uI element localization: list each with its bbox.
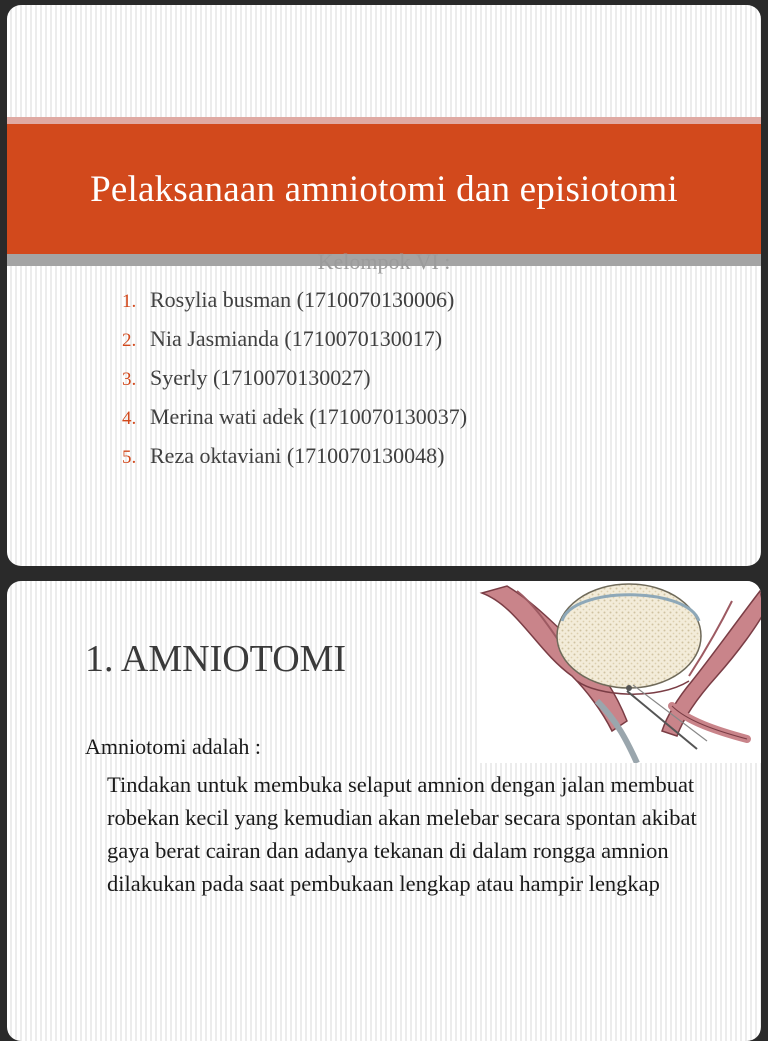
list-number: 5. [122,447,137,468]
slide-title-text: Pelaksanaan amniotomi dan episiotomi [90,168,678,210]
amniotomy-illustration-icon [477,581,761,763]
member-name: Reza oktaviani (1710070130048) [150,443,445,468]
member-name: Nia Jasmianda (1710070130017) [150,326,443,351]
list-item [122,404,467,443]
list-number: 3. [122,369,137,390]
title-banner [7,124,761,254]
member-name: Syerly (1710070130027) [150,365,371,390]
list-number: 2. [122,330,137,351]
banner-top-stripe [7,117,761,124]
list-item [122,287,467,326]
slide-title [7,5,761,566]
list-item [122,326,467,365]
member-name: Merina wati adek (1710070130037) [150,404,468,429]
group-label: Kelompok VI : [317,249,451,274]
list-item [122,365,467,404]
member-list [122,287,467,482]
slide-amniotomi [7,581,761,1041]
list-number: 4. [122,408,137,429]
definition-text: Tindakan untuk membuka selaput amnion dengan jalan membuat robekan kecil yang kemudian akan melebar secara spontan akibat gaya berat cairan dan adanya tekanan di dalam rongga amnion dilakukan pada saat pembukaan lengkap atau hampir lengkap [107,772,697,896]
section-heading: 1. AMNIOTOMI [85,638,347,680]
list-number: 1. [122,291,137,312]
definition-intro: Amniotomi adalah : [85,734,261,759]
member-name: Rosylia busman (1710070130006) [150,287,455,312]
list-item [122,443,467,482]
